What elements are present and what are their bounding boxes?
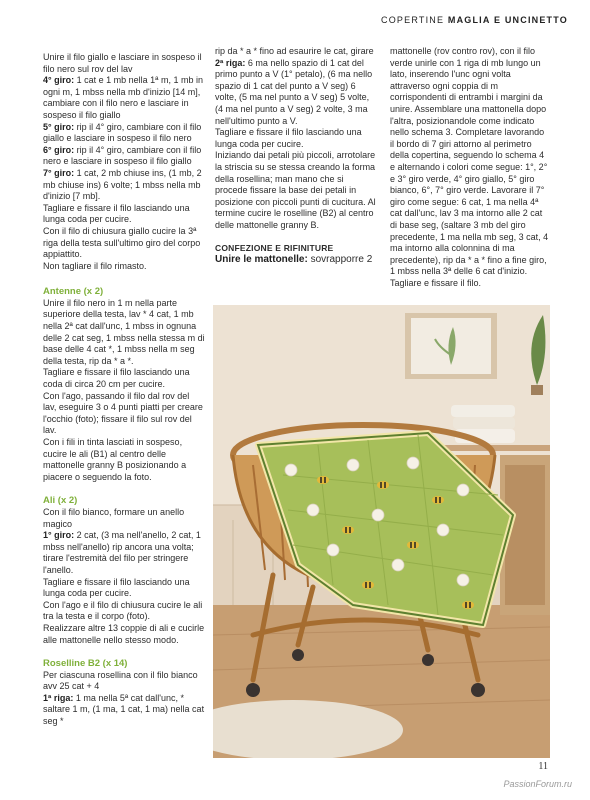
paragraph: Realizzare altre 13 coppie di ali e cucirle alle mattonelle nello stesso modo. <box>43 622 205 645</box>
round-text: rip il 4° giro, cambiare con il filo giallo e lasciare in sospeso il filo nero <box>43 121 202 144</box>
paragraph: Tagliare e fissare il filo lasciando una lunga coda per cucire. <box>43 202 190 225</box>
round-text: 2 cat, (3 ma nell'anello, 2 cat, 1 mbss nell'anello) rip ancora una volta; tirare l'estremità del filo per stringere l'anello. <box>43 530 201 575</box>
paragraph: Unire il filo nero in 1 m nella parte superiore della testa, lav * 4 cat, 1 mb nella 2ª cat dall'unc, 1 mbss in ognuna delle 2 cat seg, 1 mbss nella stessa m di base delle 4 cat *, 1 mbss nella m seg della testa, rip da * a *. <box>43 297 205 366</box>
row-2 <box>215 58 377 128</box>
paragraph: Per ciascuna rosellina con il filo bianco avv 25 cat + 4 <box>43 669 198 692</box>
round-5 <box>43 122 205 145</box>
paragraph <box>215 254 377 266</box>
running-header <box>381 15 568 25</box>
paragraph: Con il filo di chiusura giallo cucire la 3ª riga della testa sull'ultimo giro del corpo appiattito. <box>43 225 201 260</box>
round-4 <box>43 75 205 121</box>
paragraph: Tagliare e fissare il filo lasciando una lunga coda per cucire. <box>215 127 362 149</box>
round-label: 1° giro: <box>43 530 75 541</box>
paragraph: Con i fili in tinta lasciati in sospeso, cucire le ali (B1) al centro delle mattonelle granny B posizionando a piacere o seguendo la foto. <box>43 437 187 482</box>
round-7 <box>43 168 205 203</box>
row-text: 1 ma nella 5ª cat dall'unc, * saltare 1 m, (1 ma, 1 cat, 1 ma) nella cat seg * <box>43 692 205 727</box>
step-label: Unire le mattonelle: <box>215 254 308 266</box>
round-6 <box>43 145 205 168</box>
header-section: COPERTINE <box>381 15 445 25</box>
round-1 <box>43 530 205 576</box>
round-text: 1 cat e 1 mb nella 1ª m, 1 mb in ogni m, 1 mbss nella mb d'inizio [14 m], cambiare con il filo nero e lasciare in sospeso il filo giallo <box>43 75 204 120</box>
paragraph: Non tagliare il filo rimasto. <box>43 260 147 271</box>
header-title: MAGLIA E UNCINETTO <box>447 15 568 25</box>
column-1 <box>43 52 205 728</box>
row-text: 6 ma nello spazio di 1 cat del primo punto a V (1° petalo), (6 ma nello spazio di 1 cat del punto a V seg) 6 volte, (5 ma nel punto a V seg) 5 volte, (4 ma nel punto a V seg) 2 volte, 3 ma nell'ultimo punto a V. <box>215 57 373 126</box>
paragraph: Unire il filo giallo e lasciare in sospeso il filo nero sul rov del lav <box>43 52 202 74</box>
page-number: 11 <box>538 761 548 772</box>
paragraph: Con il filo bianco, formare un anello magico <box>43 506 185 529</box>
round-label: 4° giro: <box>43 75 75 86</box>
watermark: PassionForum.ru <box>503 779 572 789</box>
paragraph: Tagliare e fissare il filo lasciando una coda di circa 20 cm per cucire. <box>43 367 190 390</box>
round-label: 5° giro: <box>43 121 75 132</box>
section-heading-antenne: Antenne (x 2) <box>43 286 104 298</box>
paragraph: mattonelle (rov contro rov), con il filo verde unirle con 1 riga di mb lungo un lato, inserendo l'unc ogni volta attraverso ogni coppia di m corrispondenti di entrambi i margini da unire. Assemblare una mattonella dopo l'altra, posizionandole come indicato nello schema 3. Completare lavorando il bordo di 7 giri attorno al perimetro della copertina, seguendo lo schema 4 e alternando i colori come segue: 1°, 2° e 3° giro verde, 4° giro giallo, 5° giro bianco, 6°, 7° giro verde. Lavorare il 7° giro come segue: 6 cat, 1 ma nella 4ª cat dall'unc, lav 3 ma intorno alle 2 cat di base seg, (saltare 3 mb del giro precedente, 1 ma nella mb seg, 3 cat, 4 ma intorno alla colonnina di ma precedente), rip da * a * fino a fine giro, 1 mbss nella 3ª delle 6 cat d'inizio. Tagliare e fissare il filo. <box>390 46 549 288</box>
section-heading-confezione: CONFEZIONE E RIFINITURE <box>215 242 334 253</box>
step-text: sovrapporre 2 <box>307 254 373 266</box>
section-heading-roselline: Roselline B2 (x 14) <box>43 658 128 670</box>
round-label: 6° giro: <box>43 144 75 155</box>
paragraph: Tagliare e fissare il filo lasciando una lunga coda per cucire. <box>43 576 190 599</box>
paragraph: Iniziando dai petali più piccoli, arrotolare la striscia su se stessa creando la forma della rosellina; man mano che si procede fissare la base dei petali in posizione con piccoli punti di cucitura. Al termine cucire le roselline (B2) al centro delle mattonelle granny B. <box>215 150 376 230</box>
row-1 <box>43 693 205 728</box>
section-heading-ali: Ali (x 2) <box>43 495 78 507</box>
round-label: 7° giro: <box>43 167 75 178</box>
paragraph: Con l'ago, passando il filo dal rov del lav, eseguire 3 o 4 punti piatti per creare l'occhio (foto); fissare il filo sul rov del lav. <box>43 390 203 436</box>
row-label: 2ª riga: <box>215 57 246 68</box>
column-3 <box>390 46 550 289</box>
row-label: 1ª riga: <box>43 692 74 703</box>
cradle-illustration <box>213 305 550 758</box>
paragraph: Con l'ago e il filo di chiusura cucire le ali tra la testa e il corpo (foto). <box>43 599 203 622</box>
round-text: 1 cat, 2 mb chiuse ins, (1 mb, 2 mb chiuse ins) 6 volte; 1 mbss nella mb d'inizio [7 mb]. <box>43 167 202 202</box>
column-2 <box>215 46 377 266</box>
paragraph: rip da * a * fino ad esaurire le cat, girare <box>215 46 374 56</box>
cradle-photo <box>213 305 550 758</box>
round-text: rip il 4° giro, cambiare con il filo nero e lasciare in sospeso il filo giallo <box>43 144 202 167</box>
